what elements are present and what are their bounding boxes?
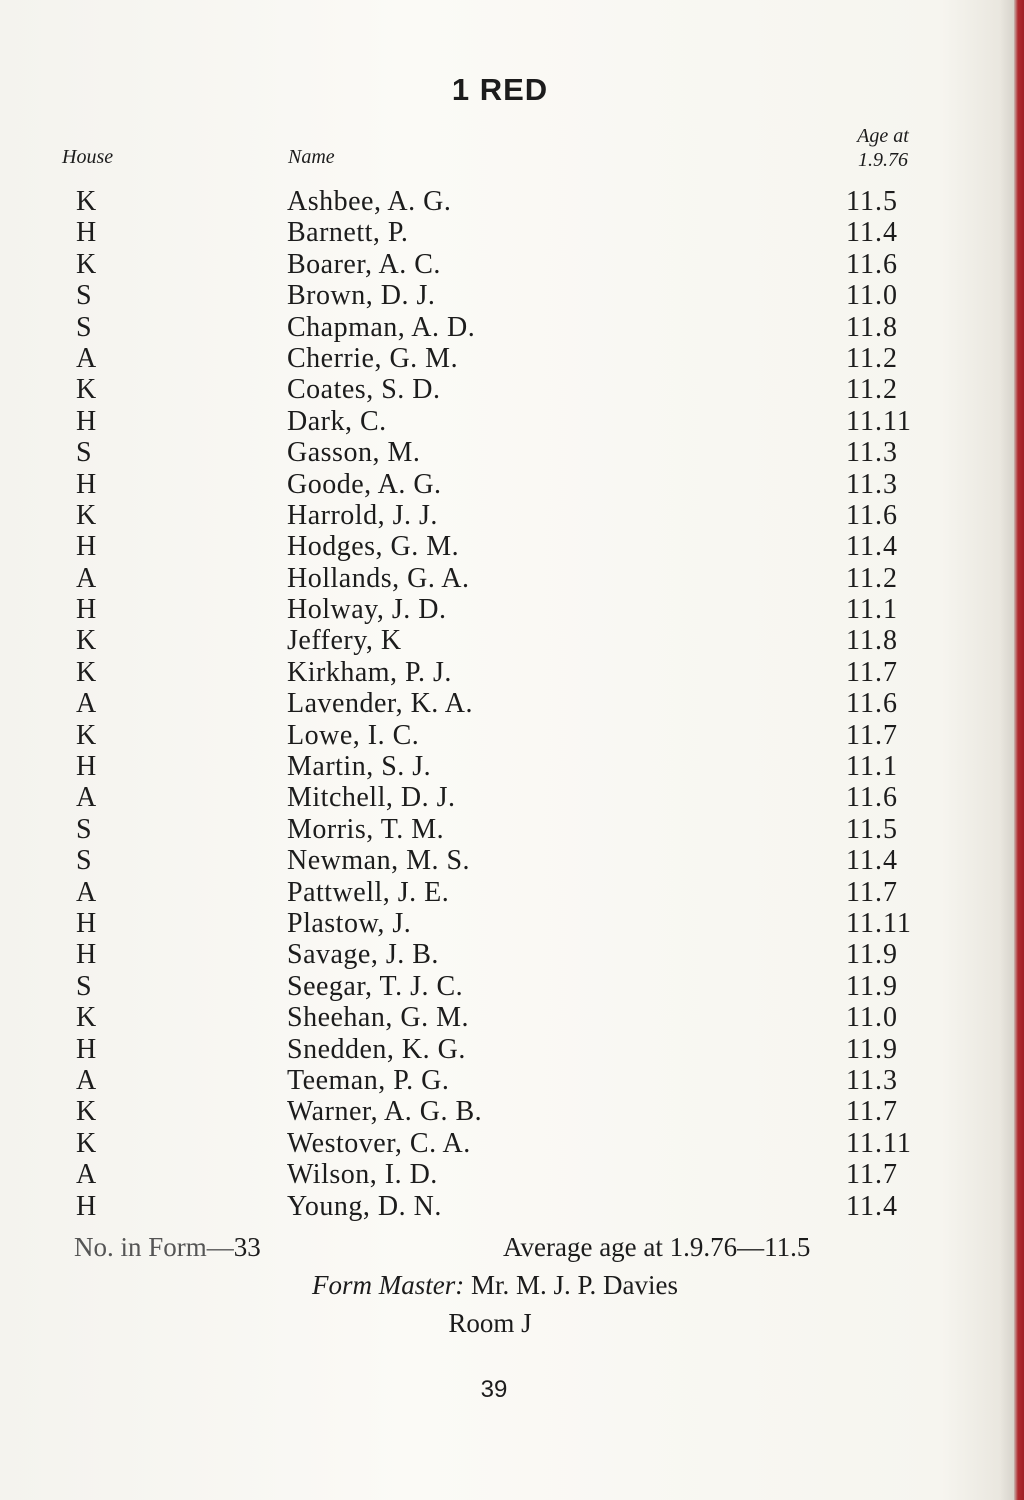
- pupil-name: Harrold, J. J.: [287, 499, 438, 531]
- pupil-house: H: [76, 751, 97, 783]
- pupil-row: [0, 500, 1000, 531]
- pupil-age: 11.0: [846, 1002, 898, 1034]
- header-name: Name: [288, 146, 335, 168]
- form-title: 1 RED: [451, 72, 549, 107]
- pupil-age: 11.4: [846, 531, 898, 563]
- average-age-value: 11.5: [764, 1232, 811, 1262]
- pupil-age: 11.8: [846, 625, 898, 657]
- header-age: [838, 124, 928, 172]
- pupil-house: A: [76, 1159, 97, 1191]
- average-age-label: Average age at 1.9.76—: [503, 1232, 765, 1262]
- pupil-row: [0, 406, 1000, 437]
- pupil-name: Plastow, J.: [287, 907, 412, 939]
- pupil-row: [0, 939, 1000, 970]
- pupil-age: 11.1: [846, 594, 898, 626]
- pupil-age: 11.9: [846, 970, 898, 1002]
- pupil-name: Kirkham, P. J.: [287, 656, 452, 688]
- pupil-row: [0, 217, 1000, 248]
- pupil-row: [0, 814, 1000, 845]
- pupil-age: 11.11: [846, 405, 912, 437]
- pupil-name: Warner, A. G. B.: [287, 1096, 483, 1128]
- pupil-age: 11.5: [846, 186, 898, 217]
- pupil-name: Young, D. N.: [287, 1190, 442, 1222]
- pupil-age: 11.2: [846, 562, 898, 594]
- pupil-row: [0, 437, 1000, 468]
- pupil-house: S: [76, 970, 92, 1002]
- pupil-row: [0, 1096, 1000, 1127]
- pupil-name: Martin, S. J.: [287, 751, 432, 783]
- pupil-house: K: [76, 656, 97, 688]
- pupil-house: H: [76, 405, 97, 437]
- pupil-row: [0, 563, 1000, 594]
- page-gutter-shadow: [1000, 0, 1014, 1500]
- pupil-row: [0, 374, 1000, 405]
- pupil-name: Goode, A. G.: [287, 468, 442, 500]
- pupil-row: [0, 1002, 1000, 1033]
- pupil-age: 11.0: [846, 280, 898, 312]
- pupil-row: [0, 343, 1000, 374]
- pupil-name: Lowe, I. C.: [287, 719, 420, 751]
- pupil-age: 11.5: [846, 813, 898, 845]
- pupil-age: 11.3: [846, 468, 898, 500]
- form-master-name: Mr. M. J. P. Davies: [470, 1270, 678, 1300]
- pupil-row: [0, 908, 1000, 939]
- pupil-house: H: [76, 907, 97, 939]
- pupil-name: Hodges, G. M.: [287, 531, 460, 563]
- number-in-form-value: 33: [233, 1232, 261, 1262]
- pupil-name: Brown, D. J.: [287, 280, 436, 312]
- pupil-row: [0, 312, 1000, 343]
- pupil-row: [0, 280, 1000, 311]
- pupil-row: [0, 625, 1000, 656]
- pupil-age: 11.1: [846, 751, 898, 783]
- room: Room J: [448, 1308, 532, 1338]
- pupil-house: H: [76, 217, 97, 249]
- pupil-house: S: [76, 813, 92, 845]
- pupil-row: [0, 594, 1000, 625]
- pupil-house: K: [76, 499, 97, 531]
- number-in-form: [74, 1232, 261, 1263]
- pupil-name: Barnett, P.: [287, 217, 409, 249]
- pupil-row: [0, 531, 1000, 562]
- pupil-age: 11.4: [846, 1190, 898, 1222]
- pupil-house: K: [76, 1002, 97, 1034]
- pupil-house: H: [76, 468, 97, 500]
- pupil-name: Pattwell, J. E.: [287, 876, 450, 908]
- pupil-house: H: [76, 1033, 97, 1065]
- pupil-age: 11.4: [846, 845, 898, 877]
- pupil-row: [0, 657, 1000, 688]
- pupil-house: S: [76, 437, 92, 469]
- pupil-house: A: [76, 876, 97, 908]
- pupil-age: 11.7: [846, 1096, 898, 1128]
- header-age-line2: 1.9.76: [858, 149, 908, 171]
- pupil-house: K: [76, 248, 97, 280]
- pupil-list: [0, 186, 1000, 1222]
- pupil-house: K: [76, 374, 97, 406]
- pupil-house: A: [76, 1064, 97, 1096]
- pupil-row: [0, 751, 1000, 782]
- pupil-row: [0, 1065, 1000, 1096]
- pupil-name: Snedden, K. G.: [287, 1033, 466, 1065]
- pupil-name: Holway, J. D.: [287, 594, 447, 626]
- pupil-name: Cherrie, G. M.: [287, 342, 459, 374]
- pupil-house: H: [76, 594, 97, 626]
- pupil-name: Jeffery, K: [287, 625, 402, 657]
- pupil-row: [0, 186, 1000, 217]
- pupil-house: K: [76, 1096, 97, 1128]
- pupil-name: Ashbee, A. G.: [287, 186, 452, 217]
- pupil-name: Savage, J. B.: [287, 939, 439, 971]
- pupil-name: Gasson, M.: [287, 437, 421, 469]
- pupil-age: 11.3: [846, 437, 898, 469]
- pupil-row: [0, 782, 1000, 813]
- pupil-house: S: [76, 280, 92, 312]
- pupil-house: S: [76, 845, 92, 877]
- pupil-name: Seegar, T. J. C.: [287, 970, 464, 1002]
- pupil-house: H: [76, 1190, 97, 1222]
- pupil-age: 11.6: [846, 688, 898, 720]
- pupil-row: [0, 845, 1000, 876]
- pupil-row: [0, 688, 1000, 719]
- pupil-age: 11.6: [846, 499, 898, 531]
- form-master-label: Form Master:: [311, 1270, 465, 1300]
- pupil-row: [0, 469, 1000, 500]
- pupil-house: H: [76, 939, 97, 971]
- pupil-name: Wilson, I. D.: [287, 1159, 438, 1191]
- pupil-name: Teeman, P. G.: [287, 1064, 450, 1096]
- pupil-name: Coates, S. D.: [287, 374, 441, 406]
- pupil-age: 11.7: [846, 656, 898, 688]
- page-number: 39: [480, 1376, 508, 1403]
- pupil-name: Mitchell, D. J.: [287, 782, 456, 814]
- pupil-age: 11.11: [846, 1127, 912, 1159]
- pupil-name: Westover, C. A.: [287, 1127, 471, 1159]
- pupil-row: [0, 971, 1000, 1002]
- header-house: House: [62, 146, 114, 168]
- pupil-row: [0, 1159, 1000, 1190]
- pupil-house: K: [76, 1127, 97, 1159]
- pupil-row: [0, 1034, 1000, 1065]
- pupil-age: 11.11: [846, 907, 912, 939]
- pupil-house: A: [76, 688, 97, 720]
- pupil-name: Dark, C.: [287, 405, 387, 437]
- pupil-row: [0, 1191, 1000, 1222]
- pupil-row: [0, 249, 1000, 280]
- pupil-row: [0, 877, 1000, 908]
- pupil-name: Newman, M. S.: [287, 845, 471, 877]
- pupil-age: 11.6: [846, 248, 898, 280]
- pupil-house: A: [76, 342, 97, 374]
- pupil-name: Boarer, A. C.: [287, 248, 441, 280]
- form-master: [0, 1270, 990, 1301]
- pupil-row: [0, 720, 1000, 751]
- pupil-house: A: [76, 782, 97, 814]
- pupil-name: Morris, T. M.: [287, 813, 445, 845]
- pupil-house: K: [76, 625, 97, 657]
- pupil-house: H: [76, 531, 97, 563]
- pupil-age: 11.3: [846, 1064, 898, 1096]
- pupil-house: K: [76, 186, 97, 217]
- pupil-row: [0, 1128, 1000, 1159]
- pupil-age: 11.7: [846, 1159, 898, 1191]
- average-age: [503, 1232, 810, 1263]
- pupil-age: 11.6: [846, 782, 898, 814]
- pupil-age: 11.9: [846, 939, 898, 971]
- pupil-name: Chapman, A. D.: [287, 311, 476, 343]
- pupil-name: Lavender, K. A.: [287, 688, 473, 720]
- pupil-name: Hollands, G. A.: [287, 562, 470, 594]
- number-in-form-label: No. in Form—: [74, 1232, 234, 1262]
- pupil-name: Sheehan, G. M.: [287, 1002, 469, 1034]
- pupil-age: 11.9: [846, 1033, 898, 1065]
- pupil-house: K: [76, 719, 97, 751]
- pupil-house: A: [76, 562, 97, 594]
- pupil-age: 11.7: [846, 876, 898, 908]
- pupil-age: 11.2: [846, 342, 898, 374]
- header-age-line1: Age at: [857, 125, 909, 147]
- pupil-age: 11.7: [846, 719, 898, 751]
- pupil-age: 11.8: [846, 311, 898, 343]
- book-cover-edge: [1014, 0, 1024, 1500]
- pupil-age: 11.2: [846, 374, 898, 406]
- pupil-age: 11.4: [846, 217, 898, 249]
- pupil-house: S: [76, 311, 92, 343]
